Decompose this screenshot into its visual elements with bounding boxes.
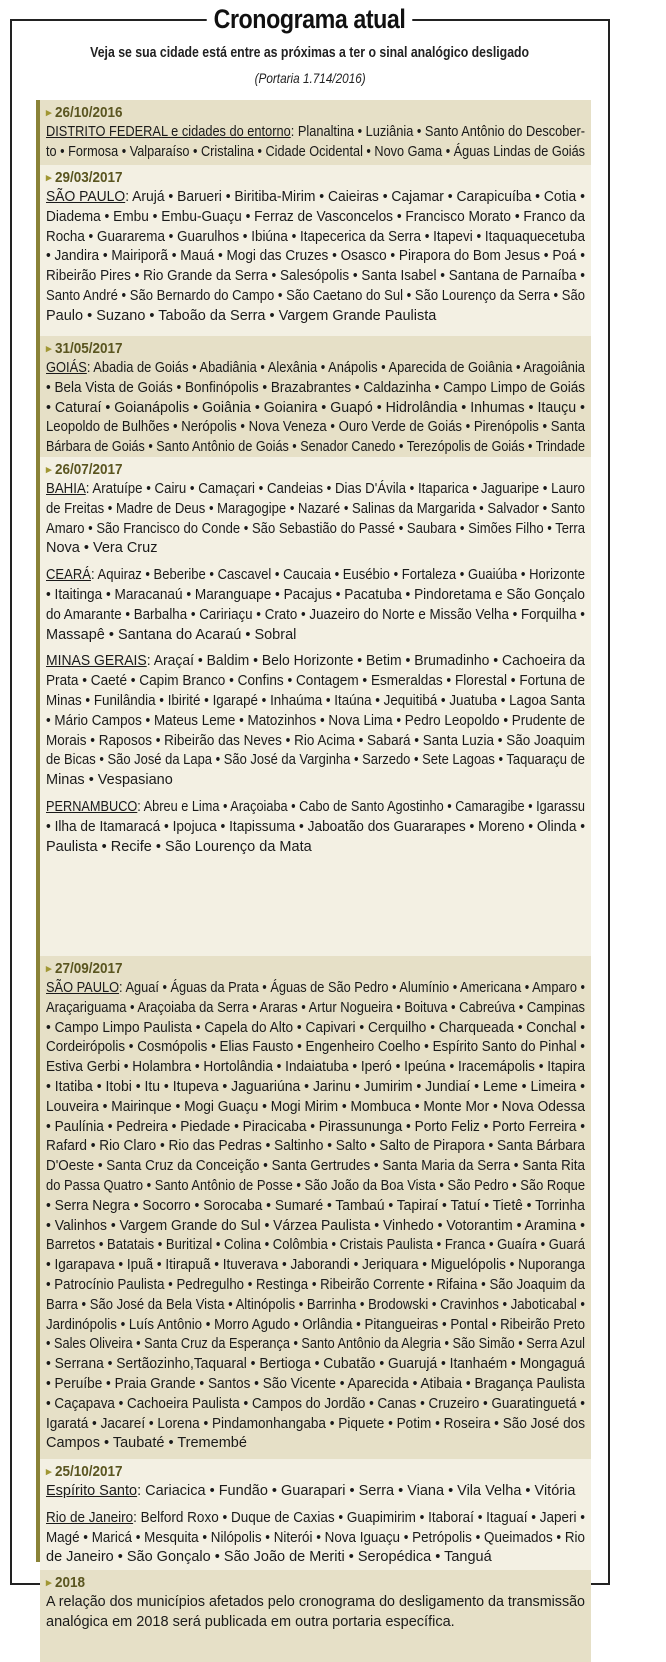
section-date: ▸ 25/10/2017 [46,1463,123,1480]
schedule-section [40,956,591,1459]
state-name: CEARÁ [46,567,91,584]
city-list-line: • Serra Negra • Socorro • Sorocaba • Sumaré • Tambaú • Tapiraí • Tatuí • Tietê • Torrinha [46,1197,585,1214]
state-city-list [46,188,585,327]
city-list-line: Barra • São José da Bela Vista • Altinópolis • Barrinha • Brodowski • Cravinhos • Jaboticabal • [46,1296,585,1313]
state-city-list [46,979,585,1454]
city-list-line: • Valinhos • Vargem Grande do Sul • Várzea Paulista • Vinhedo • Votorantim • Aramina • [46,1217,585,1234]
schedule-section [40,100,591,165]
note-line: A relação dos municípios afetados pelo cronograma do desligamento da transmissão [46,1594,585,1610]
note-line: analógica em 2018 será publicada em outra portaria específica. [46,1613,455,1630]
state-city-list [46,566,585,645]
city-list-line: Barretos • Batatais • Buritizal • Colina • Colômbia • Cristais Paulista • Franca • Guaíra • Guará [46,1237,586,1254]
state-city-list [46,1482,585,1502]
page-subtitle: Veja se sua cidade está entre as próximas a ter o sinal analógico desligado [90,44,530,61]
state-city-list [46,652,585,791]
portaria-reference: (Portaria 1.714/2016) [254,70,366,86]
city-list-line: • Serrana • Sertãozinho,Taquaral • Bertioga • Cubatão • Guarujá • Itanhaém • Mongaguá [46,1356,585,1373]
state-name: DISTRITO FEDERAL e cidades do entorno [46,124,291,140]
city-list-line: de Janeiro • São Gonçalo • São João de Meriti • Seropédica • Tanguá [46,1549,492,1566]
city-list-line: • Bela Vista de Goiás • Bonfinópolis • Brazabrantes • Caldazinha • Campo Limpo de Goiás [46,379,585,396]
city-list-line: • Jandira • Mairiporã • Mauá • Mogi das Cruzes • Osasco • Pirapora do Bom Jesus • Poá • [46,248,586,265]
schedule-section [40,336,591,457]
caret-right-icon: ▸ [46,464,52,476]
state-name: BAHIA [46,481,86,497]
section-date: ▸ 29/03/2017 [46,169,123,186]
state-name: SÃO PAULO [46,980,120,996]
city-list-line: • Itatiba • Itobi • Itu • Itupeva • Jaguariúna • Jarinu • Jumirim • Jundiaí • Leme • Limeira • [46,1078,586,1095]
state-name: PERNAMBUCO [46,798,138,815]
city-list-line: Minas • Funilândia • Ibirité • Igarapé • Inhaúma • Itaúna • Jequitibá • Juatuba • Lagoa Santa [46,692,586,709]
schedule-section [40,1459,591,1570]
city-list-line: Diadema • Embu • Embu-Guaçu • Ferraz de Vasconcelos • Francisco Morato • Franco da [46,208,585,225]
city-list-line: Massapê • Santana do Acaraú • Sobral [46,626,297,643]
city-list-line: • Patrocínio Paulista • Pedregulho • Restinga • Ribeirão Corrente • Rifaina • São Joaquim da [46,1276,585,1293]
section-date: ▸ 26/10/2016 [46,104,123,121]
city-list-line: SÃO PAULO: Arujá • Barueri • Biritiba-Mirim • Caieiras • Cajamar • Carapicuíba • Cotia • [46,188,585,208]
city-list-line: GOIÁS: Abadia de Goiás • Abadiânia • Alexânia • Anápolis • Aparecida de Goiânia • Aragoiânia [46,359,585,379]
city-list-line: • Mário Campos • Mateus Leme • Matozinhos • Nova Lima • Pedro Leopoldo • Prudente de [46,712,586,729]
schedule-section [40,165,591,336]
schedule-section [40,457,591,956]
city-list-line: Espírito Santo: Cariacica • Fundão • Guarapari • Serra • Viana • Vila Velha • Vitória [46,1482,585,1502]
state-name: SÃO PAULO [46,189,126,205]
city-list-line: DISTRITO FEDERAL e cidades do entorno: Planaltina • Luziânia • Santo Antônio do Descober- [46,123,585,143]
section-date: ▸ 2018 [46,1574,85,1591]
city-list-line: • Peruíbe • Praia Grande • Santos • São Vicente • Aparecida • Atibaia • Bragança Paulista [46,1375,586,1392]
city-list-line: MINAS GERAIS: Araçaí • Baldim • Belo Horizonte • Betim • Brumadinho • Cachoeira da [46,652,585,672]
city-list-line: • Paulínia • Pedreira • Piedade • Piracicaba • Pirassununga • Porto Feliz • Porto Ferreira • [46,1118,585,1135]
city-list-line: BAHIA: Aratuípe • Cairu • Camaçari • Candeias • Dias D'Ávila • Itaparica • Jaguaripe • Lauro [46,480,585,500]
city-list-line: Cordeirópolis • Cosmópolis • Elias Fausto • Engenheiro Coelho • Espírito Santo do Pinhal • [46,1039,586,1056]
city-list-line: Magé • Maricá • Mesquita • Nilópolis • Niterói • Nova Iguaçu • Petrópolis • Queimados • Rio [46,1529,585,1546]
city-list-line: do Passa Quatro • Santo Antônio de Posse • São João da Boa Vista • São Pedro • São Roque [46,1177,586,1194]
state-name: Espírito Santo [46,1483,138,1499]
state-name: Rio de Janeiro [46,1509,134,1526]
section-date: ▸ 27/09/2017 [46,960,123,977]
city-list-line: Bárbara de Goiás • Santo Antônio de Goiás • Senador Canedo • Terezópolis de Goiás • Trindade [46,439,586,456]
city-list-line: Leopoldo de Bulhões • Nerópolis • Nova Veneza • Ouro Verde de Goiás • Pirenópolis • Santa [46,419,586,436]
city-list-line: • Igarapava • Ipuã • Itirapuã • Ituverava • Jaborandi • Jeriquara • Miguelópolis • Nuporanga [46,1257,585,1274]
city-list-line: Santo André • São Bernardo do Campo • São Caetano do Sul • São Lourenço da Serra • São [46,287,585,304]
city-list-line: Rafard • Rio Claro • Rio das Pedras • Saltinho • Salto • Salto de Pirapora • Santa Bárbara [46,1138,585,1155]
city-list-line: PERNAMBUCO: Abreu e Lima • Araçoiaba • Cabo de Santo Agostinho • Camaragibe • Igarassu [46,798,585,818]
city-list-line: Rocha • Guararema • Guarulhos • Ibiúna • Itapecerica da Serra • Itapevi • Itaquaquecetuba [46,228,585,245]
city-list-line: de Freitas • Madre de Deus • Maragogipe • Nazaré • Salinas da Margarida • Salvador • Santo [46,500,585,517]
caret-right-icon: ▸ [46,963,52,975]
city-list-line: do Amarante • Barbalha • Caririaçu • Crato • Juazeiro do Norte e Missão Velha • Forquilha • [46,606,585,623]
caret-right-icon: ▸ [46,1577,52,1589]
caret-right-icon: ▸ [46,1466,52,1478]
state-name: MINAS GERAIS [46,653,147,670]
city-list-line: Jardinópolis • Luís Antônio • Morro Agudo • Orlândia • Pitangueiras • Pontal • Ribeirão Preto [46,1316,585,1333]
city-list-line: Igaratá • Jacareí • Lorena • Pindamonhangaba • Piquete • Potim • Roseira • São José dos [46,1415,585,1432]
city-list-line: to • Formosa • Valparaíso • Cristalina • Cidade Ocidental • Novo Gama • Águas Lindas de Goiás [46,143,586,160]
state-city-list [46,359,585,458]
city-list-line: Morais • Raposos • Ribeirão das Neves • Rio Acima • Sabará • Santa Luzia • São Joaquim [46,732,586,749]
city-list-line: Paulo • Suzano • Taboão da Serra • Vargem Grande Paulista [46,307,437,324]
state-city-list [46,798,585,857]
city-list-line: Campos • Taubaté • Tremembé [46,1435,247,1452]
city-list-line: Amaro • São Francisco do Conde • São Sebastião do Passé • Saubara • Simões Filho • Terra [46,520,586,537]
city-list-line: Ribeirão Pires • Rio Grande da Serra • Salesópolis • Santa Isabel • Santana de Parnaíba • [46,268,586,285]
city-list-line: • Sales Oliveira • Santa Cruz da Esperança • Santo Antônio da Alegria • São Simão • Serra Azul [46,1336,586,1353]
state-name: GOIÁS [46,360,87,376]
city-list-line: de Bicas • São José da Lapa • São José da Varginha • Sarzedo • Sete Lagoas • Taquaraçu de [46,752,586,769]
city-list-line: Araçariguama • Araçoiaba da Serra • Araras • Artur Nogueira • Boituva • Cabreúva • Campinas [46,999,585,1016]
schedule-section [40,1570,591,1662]
city-list-line: Nova • Vera Cruz [46,540,158,557]
city-list-line: Louveira • Mairinque • Mogi Guaçu • Mogi Mirim • Mombuca • Monte Mor • Nova Odessa [46,1098,586,1115]
schedule-list [36,100,587,1630]
section-date: ▸ 26/07/2017 [46,461,123,478]
city-list-line: • Itaitinga • Maracanaú • Maranguape • Pacajus • Pacatuba • Pindoretama e São Gonçalo [46,586,585,603]
caret-right-icon: ▸ [46,343,52,355]
city-list-line: • Caturaí • Goianápolis • Goiânia • Goianira • Guapó • Hidrolândia • Inhumas • Itauçu • [46,399,585,416]
note-text [46,1593,585,1633]
city-list-line: CEARÁ: Aquiraz • Beberibe • Cascavel • Caucaia • Eusébio • Fortaleza • Guaiúba • Horizonte [46,566,585,586]
city-list-line: • Caçapava • Cachoeira Paulista • Campos do Jordão • Canas • Cruzeiro • Guaratinguetá • [46,1395,585,1412]
city-list-line: Estiva Gerbi • Holambra • Hortolândia • Indaiatuba • Iperó • Ipeúna • Iracemápolis • Itapira [46,1059,585,1076]
city-list-line: D'Oeste • Santa Cruz da Conceição • Santa Gertrudes • Santa Maria da Serra • Santa Rita [46,1158,585,1175]
caret-right-icon: ▸ [46,107,52,119]
page-title: Cronograma atual [207,4,413,35]
city-list-line: • Campo Limpo Paulista • Capela do Alto • Capivari • Cerquilho • Charqueada • Conchal • [46,1019,585,1036]
city-list-line: • Ilha de Itamaracá • Ipojuca • Itapissuma • Jaboatão dos Guararapes • Moreno • Olinda • [46,818,586,835]
state-city-list [46,1509,585,1568]
title-bar [0,0,620,38]
city-list-line: SÃO PAULO: Aguaí • Águas da Prata • Águas de São Pedro • Alumínio • Americana • Amparo • [46,979,585,999]
state-city-list [46,480,585,559]
city-list-line: Prata • Caeté • Capim Branco • Confins • Contagem • Esmeraldas • Florestal • Fortuna de [46,673,586,690]
caret-right-icon: ▸ [46,172,52,184]
state-city-list [46,123,585,163]
city-list-line: Paulista • Recife • São Lourenço da Mata [46,838,312,855]
section-date: ▸ 31/05/2017 [46,340,123,357]
city-list-line: Minas • Vespasiano [46,772,173,789]
city-list-line: Rio de Janeiro: Belford Roxo • Duque de Caxias • Guapimirim • Itaboraí • Itaguaí • Japeri • [46,1509,585,1529]
